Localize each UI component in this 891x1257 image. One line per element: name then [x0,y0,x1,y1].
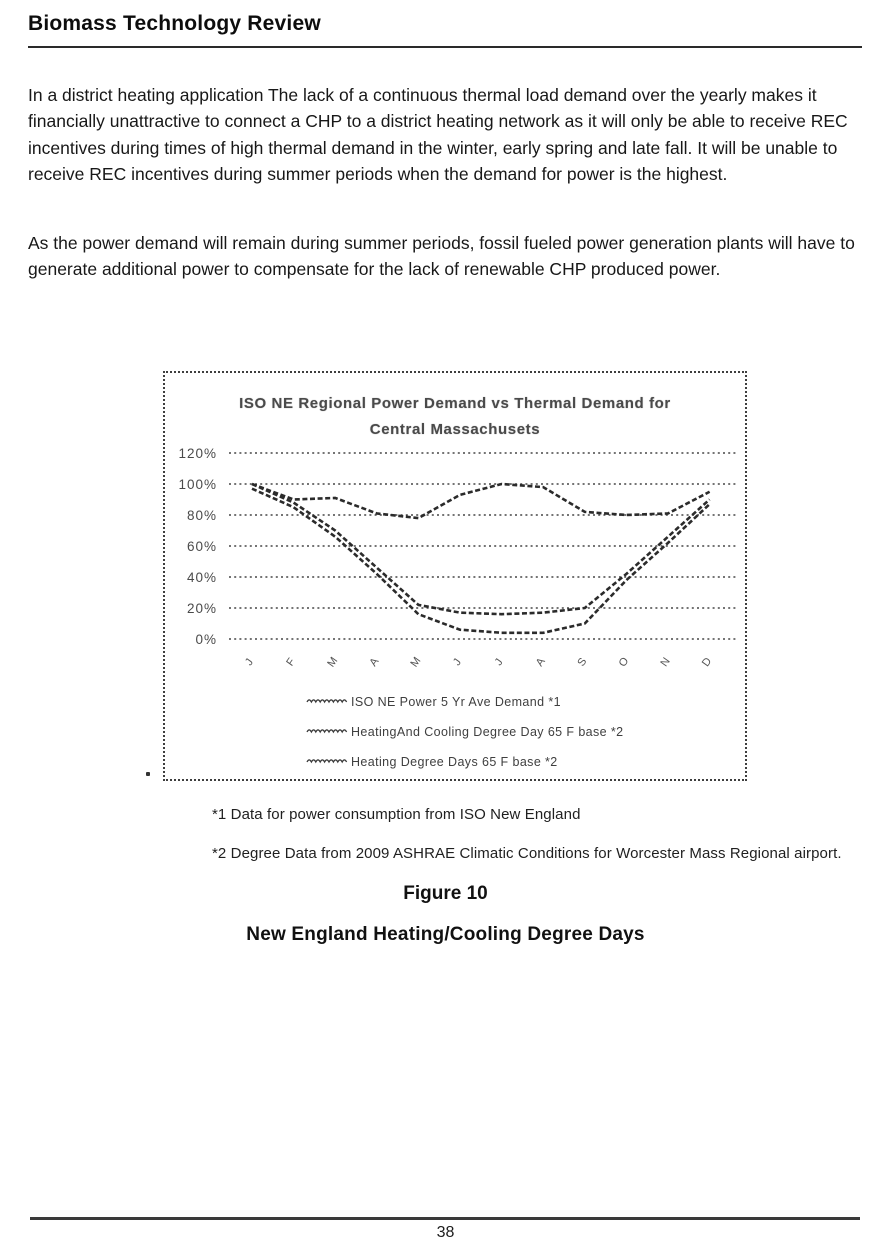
x-axis-label: S [575,655,590,669]
legend-marker-icon [307,730,347,732]
legend-marker-icon [307,700,347,702]
y-axis-tick-label: 0% [195,632,217,647]
x-axis-label: A [533,655,548,669]
series-line-1 [252,484,710,518]
x-axis-label: D [699,655,715,669]
series-line-2 [252,484,710,614]
y-axis-tick-label: 80% [186,508,217,523]
figure-label: Figure 10 [403,883,488,904]
y-axis-tick-label: 120% [178,446,217,461]
footnote-2: *2 Degree Data from 2009 ASHRAE Climatic Conditions for Worcester Mass Regional airport. [212,845,842,862]
page-number: 38 [436,1224,455,1241]
legend-marker-icon [307,760,347,762]
footer-rule [30,1217,860,1220]
paragraph-district-heating: In a district heating application The lack of a continuous thermal load demand over the yearly makes it financially unattractive to connect a CHP to a district heating network as it will only be able to receive REC incentives during times of high thermal demand in the winter, early spring and late fall. It will be unable to receive REC incentives during summer periods when the demand for power is the highest. [28,85,848,184]
y-axis-tick-label: 20% [186,601,217,616]
x-axis-label: J [451,656,465,668]
legend-item-label: Heating Degree Days 65 F base *2 [351,755,558,769]
x-axis-label: M [325,655,341,670]
header-rule [28,46,862,48]
x-axis-label: J [243,656,257,668]
series-line-3 [252,489,710,633]
x-axis-label: A [367,655,382,669]
x-axis-label: M [408,655,424,670]
figure-caption: New England Heating/Cooling Degree Days [246,924,645,945]
chart-figure [163,371,747,781]
y-axis-tick-label: 40% [186,570,217,585]
page-title: Biomass Technology Review [28,12,321,35]
legend-item-label: ISO NE Power 5 Yr Ave Demand *1 [351,695,561,709]
chart-canvas [165,373,745,779]
footnote-1: *1 Data for power consumption from ISO New England [212,806,581,823]
paragraph-summer-power: As the power demand will remain during summer periods, fossil fueled power generation plants will have to generate additional power to compensate for the lack of renewable CHP produced power. [28,233,855,280]
stray-scan-mark-icon [146,772,150,776]
chart-title-line-1: ISO NE Regional Power Demand vs Thermal Demand for [239,395,671,412]
x-axis-label: J [492,656,506,668]
legend-item-label: HeatingAnd Cooling Degree Day 65 F base *2 [351,725,624,739]
x-axis-label: O [616,655,632,670]
chart-title-line-2: Central Massachusets [369,421,541,438]
x-axis-label: F [284,656,298,669]
y-axis-tick-label: 60% [186,539,217,554]
y-axis-tick-label: 100% [178,477,217,492]
x-axis-label: N [658,655,673,669]
